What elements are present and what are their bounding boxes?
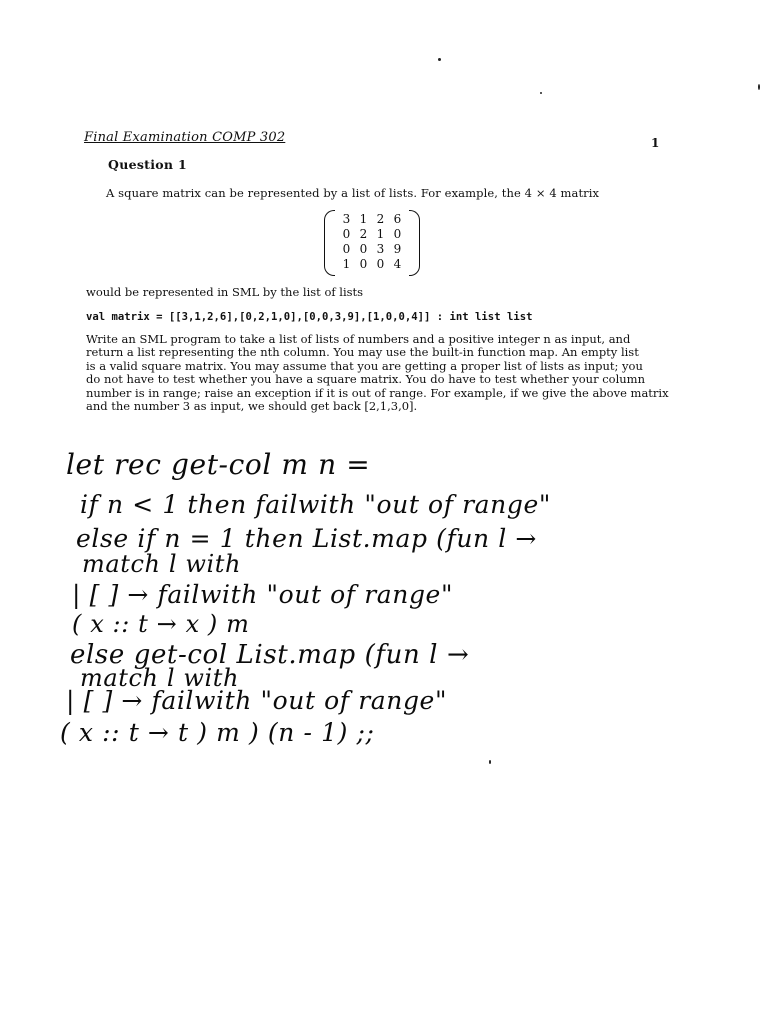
question-intro: A square matrix can be represented by a list of lists. For example, the 4 × 4 matrix bbox=[106, 186, 600, 200]
paragraph-line: is a valid square matrix. You may assume that you are getting a proper list of lists as input; you bbox=[86, 358, 643, 373]
page-number: 1 bbox=[651, 136, 660, 150]
paragraph-line: Write an SML program to take a list of lists of numbers and a positive integer n as input, and bbox=[86, 332, 631, 346]
handwritten-line: let rec get-col m n = bbox=[66, 448, 371, 481]
question-title: Question 1 bbox=[108, 157, 187, 172]
scan-speck bbox=[540, 92, 542, 94]
scan-speck bbox=[758, 84, 760, 90]
example-matrix bbox=[324, 210, 420, 276]
matrix-cell: 0 bbox=[359, 242, 368, 256]
matrix-cell: 1 bbox=[359, 212, 368, 226]
matrix-cell: 9 bbox=[393, 242, 402, 256]
question-paragraph bbox=[86, 332, 669, 414]
matrix-cell: 0 bbox=[376, 257, 385, 271]
matrix-cell: 1 bbox=[376, 227, 385, 241]
matrix-cell: 1 bbox=[342, 257, 351, 271]
right-parenthesis bbox=[409, 210, 420, 276]
handwritten-line: else if n = 1 then List.map (fun l → bbox=[76, 524, 537, 553]
matrix-cell: 3 bbox=[376, 242, 385, 256]
handwritten-line: ( x :: t → t ) m ) (n - 1) ;; bbox=[60, 718, 375, 747]
matrix-cell: 4 bbox=[393, 257, 402, 271]
matrix-grid bbox=[338, 212, 406, 272]
matrix-cell: 0 bbox=[342, 242, 351, 256]
after-matrix-text: would be represented in SML by the list of lists bbox=[86, 285, 364, 299]
matrix-cell: 6 bbox=[393, 212, 402, 226]
sml-code-line: val matrix = [[3,1,2,6],[0,2,1,0],[0,0,3,9],[1,0,0,4]] : int list list bbox=[86, 311, 533, 323]
paragraph-line: and the number 3 as input, we should get back [2,1,3,0]. bbox=[86, 399, 418, 414]
scan-speck bbox=[438, 58, 441, 61]
paragraph-line: return a list representing the nth column. You may use the built-in function map. An empty list bbox=[86, 345, 639, 360]
handwritten-line: if n < 1 then failwith "out of range" bbox=[80, 490, 551, 519]
matrix-cell: 0 bbox=[393, 227, 402, 241]
handwritten-line: else get-col List.map (fun l → bbox=[70, 640, 470, 670]
paragraph-line: do not have to test whether you have a square matrix. You do have to test whether your column bbox=[86, 372, 645, 387]
handwritten-line: ( x :: t → x ) m bbox=[72, 610, 250, 638]
handwritten-line: | [ ] → failwith "out of range" bbox=[72, 580, 454, 609]
exam-header-title: Final Examination COMP 302 bbox=[84, 130, 286, 145]
matrix-cell: 0 bbox=[342, 227, 351, 241]
matrix-cell: 2 bbox=[359, 227, 368, 241]
matrix-cell: 3 bbox=[342, 212, 351, 226]
handwritten-line: match l with bbox=[82, 550, 242, 578]
paragraph-line: number is in range; raise an exception if it is out of range. For example, if we give the above matrix bbox=[86, 385, 669, 400]
matrix-cell: 0 bbox=[359, 257, 368, 271]
scan-speck bbox=[489, 760, 491, 764]
left-parenthesis bbox=[324, 210, 335, 276]
handwritten-line: | [ ] → failwith "out of range" bbox=[66, 686, 448, 715]
matrix-cell: 2 bbox=[376, 212, 385, 226]
handwritten-line: match l with bbox=[80, 664, 240, 692]
